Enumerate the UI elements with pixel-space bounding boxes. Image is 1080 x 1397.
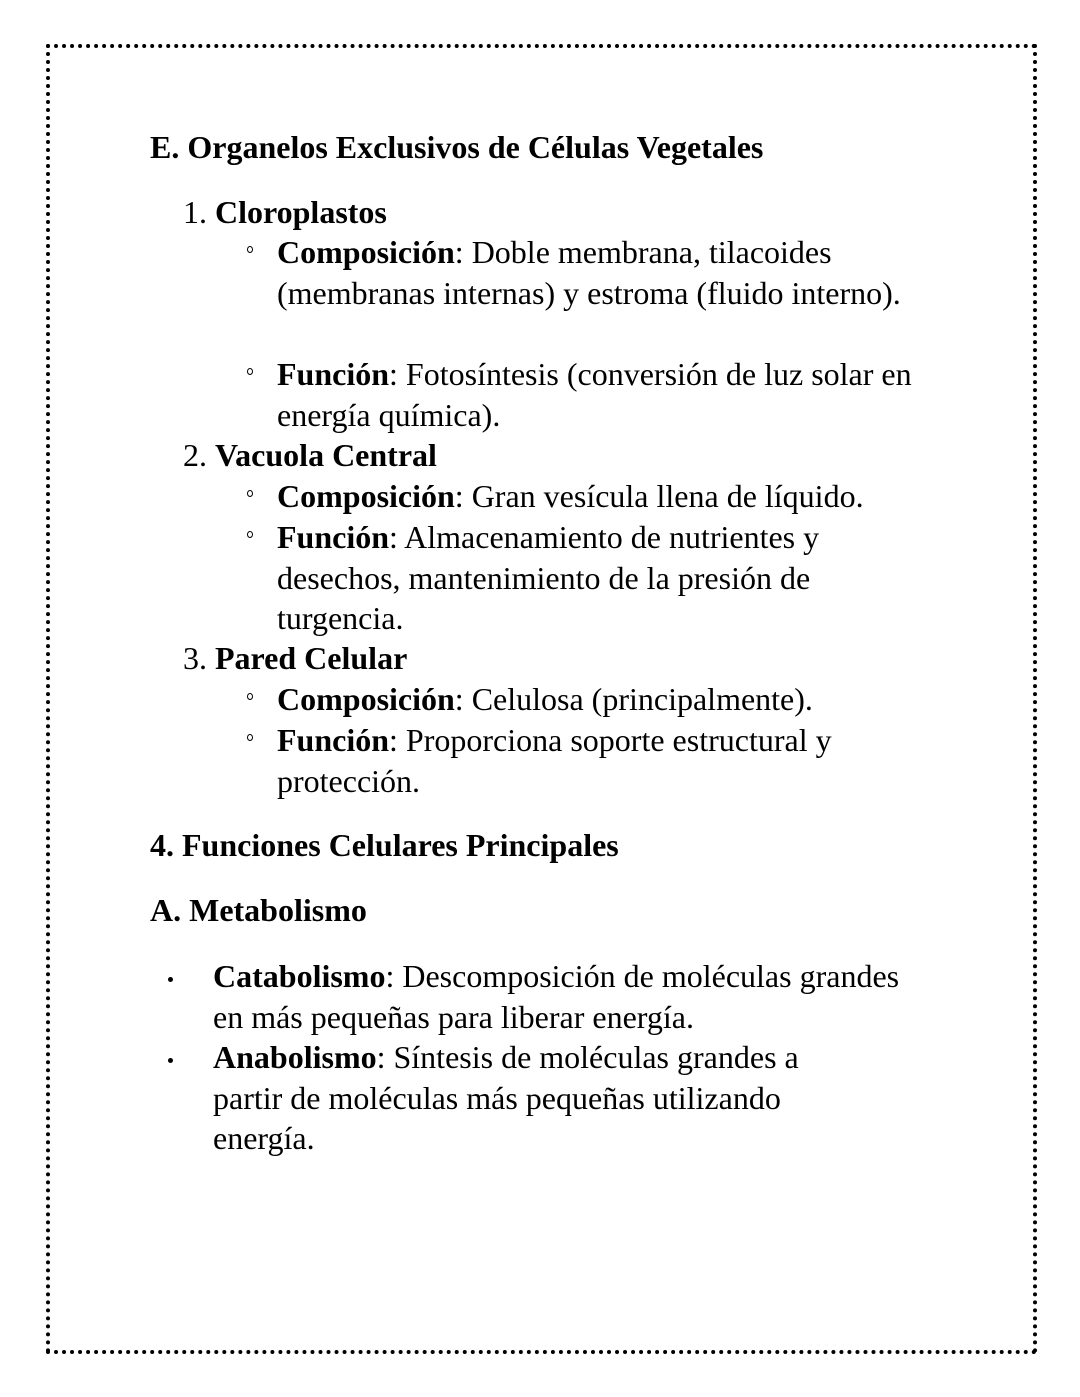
item-number: 2. (183, 437, 207, 473)
detail-label: Composición (277, 478, 455, 514)
detail-separator: : (454, 234, 464, 270)
bullet-item-anabolismo (213, 1037, 873, 1159)
bullet-separator: : (385, 958, 395, 994)
detail-label: Función (277, 722, 390, 758)
hollow-bullet-icon (247, 368, 253, 375)
bullet-separator: : (376, 1039, 386, 1075)
detail-text: Proporciona soporte estructural y protección. (277, 722, 832, 799)
bullet-label: Anabolismo (213, 1039, 377, 1075)
detail-composicion-pared (277, 679, 957, 720)
filled-bullet-icon (168, 1058, 173, 1063)
item-number: 1. (183, 194, 207, 230)
section-4-heading: 4. Funciones Celulares Principales (150, 827, 619, 863)
detail-label: Composición (277, 681, 455, 717)
detail-funcion-pared (277, 720, 957, 801)
item-title: Vacuola Central (215, 437, 437, 473)
detail-text: Almacenamiento de nutrientes y desechos, mantenimiento de la presión de turgencia. (277, 519, 820, 636)
detail-separator: : (389, 519, 398, 555)
ordered-item-vacuola-central (183, 435, 437, 475)
detail-label: Función (277, 519, 390, 555)
section-e-heading: E. Organelos Exclusivos de Células Vegetales (150, 129, 764, 165)
item-title: Cloroplastos (215, 194, 387, 230)
detail-label: Composición (277, 234, 455, 270)
detail-text: Celulosa (principalmente). (463, 681, 813, 717)
ordered-item-cloroplastos (183, 192, 387, 232)
bullet-item-catabolismo (213, 956, 913, 1037)
detail-separator: : (389, 356, 398, 392)
section-a-heading: A. Metabolismo (150, 892, 367, 928)
detail-separator: : (454, 681, 464, 717)
bullet-text: Descomposición de moléculas grandes en más pequeñas para liberar energía. (213, 958, 900, 1035)
hollow-bullet-icon (247, 531, 253, 538)
detail-funcion-vacuola (277, 517, 897, 639)
hollow-bullet-icon (247, 734, 253, 741)
detail-label: Función (277, 356, 390, 392)
hollow-bullet-icon (247, 490, 253, 497)
detail-separator: : (389, 722, 398, 758)
detail-funcion-cloroplastos (277, 354, 957, 435)
item-title: Pared Celular (215, 640, 408, 676)
bullet-label: Catabolismo (213, 958, 386, 994)
hollow-bullet-icon (247, 246, 253, 253)
hollow-bullet-icon (247, 693, 253, 700)
detail-composicion-cloroplastos (277, 232, 957, 313)
detail-composicion-vacuola (277, 476, 967, 517)
detail-text: Gran vesícula llena de líquido. (463, 478, 864, 514)
filled-bullet-icon (168, 977, 173, 982)
detail-text: Fotosíntesis (conversión de luz solar en energía química). (277, 356, 912, 433)
detail-text: Doble membrana, tilacoides (membranas internas) y estroma (fluido interno). (277, 234, 901, 311)
detail-separator: : (454, 478, 464, 514)
ordered-item-pared-celular (183, 638, 407, 678)
item-number: 3. (183, 640, 207, 676)
bullet-text: Síntesis de moléculas grandes a partir de moléculas más pequeñas utilizando energía. (213, 1039, 799, 1156)
